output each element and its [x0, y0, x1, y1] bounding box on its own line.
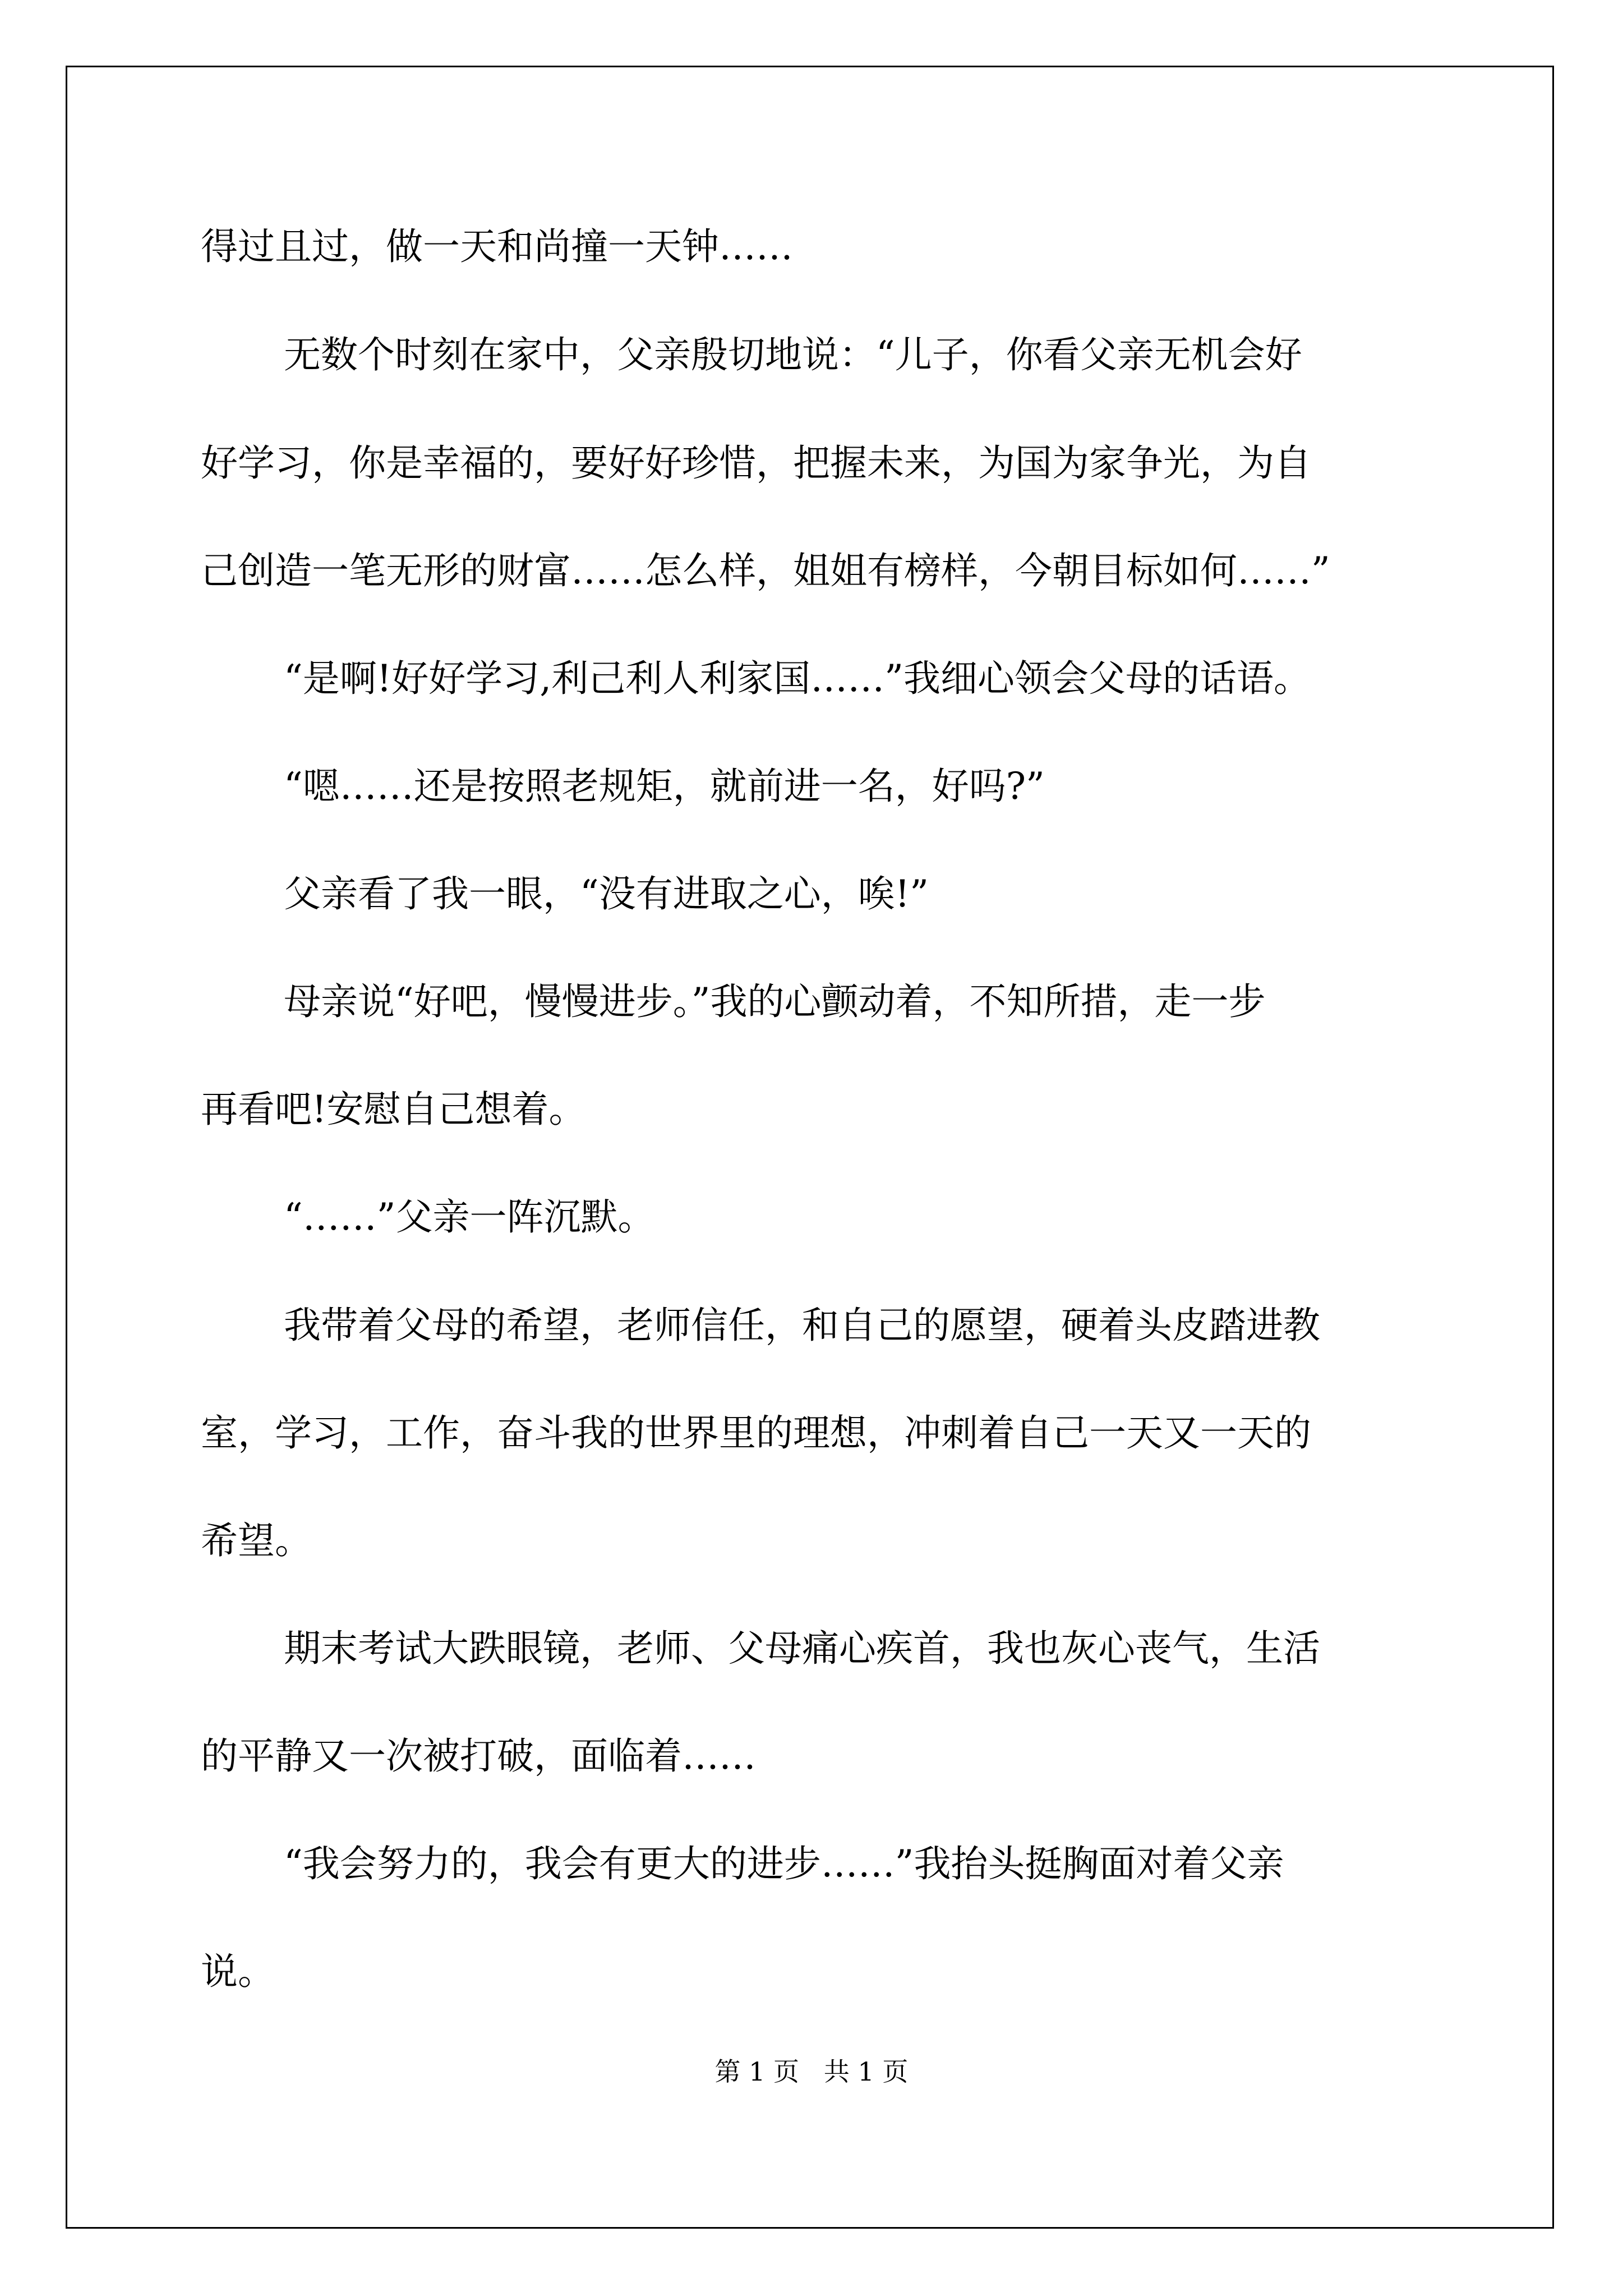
text-line: “……”父亲一阵沉默。	[284, 1195, 655, 1239]
text-line: 再看吧!安慰自己想着。	[201, 1088, 586, 1131]
text-line: 己创造一笔无形的财富……怎么样，姐姐有榜样，今朝目标如何……”	[201, 549, 1330, 592]
text-line: 我带着父母的希望，老师信任，和自己的愿望，硬着头皮踏进教	[284, 1304, 1320, 1347]
text-line: “是啊!好好学习,利己利人利家国……”我细心领会父母的话语。	[284, 657, 1311, 700]
text-line: 无数个时刻在家中，父亲殷切地说：“儿子，你看父亲无机会好	[284, 333, 1302, 376]
text-line: 希望。	[201, 1519, 312, 1562]
text-line: 室，学习，工作，奋斗我的世界里的理想，冲刺着自己一天又一天的	[201, 1411, 1311, 1455]
text-line: 期末考试大跌眼镜，老师、父母痛心疾首，我也灰心丧气，生活	[284, 1627, 1320, 1670]
text-line: 好学习，你是幸福的，要好好珍惜，把握未来，为国为家争光，为自	[201, 441, 1311, 485]
page-border	[66, 66, 1554, 2229]
text-line: “嗯……还是按照老规矩，就前进一名，好吗?”	[284, 765, 1045, 808]
text-line: 父亲看了我一眼，“没有进取之心，唉!”	[284, 872, 929, 915]
page-number-footer: 第 1 页 共 1 页	[714, 2056, 909, 2087]
text-line: “我会努力的，我会有更大的进步……”我抬头挺胸面对着父亲	[284, 1842, 1284, 1885]
text-line: 的平静又一次被打破，面临着……	[201, 1734, 756, 1778]
text-line: 得过且过，做一天和尚撞一天钟……	[201, 225, 793, 268]
text-line: 说。	[201, 1950, 275, 1993]
text-line: 母亲说“好吧，慢慢进步。”我的心颤动着，不知所措，走一步	[284, 980, 1266, 1023]
